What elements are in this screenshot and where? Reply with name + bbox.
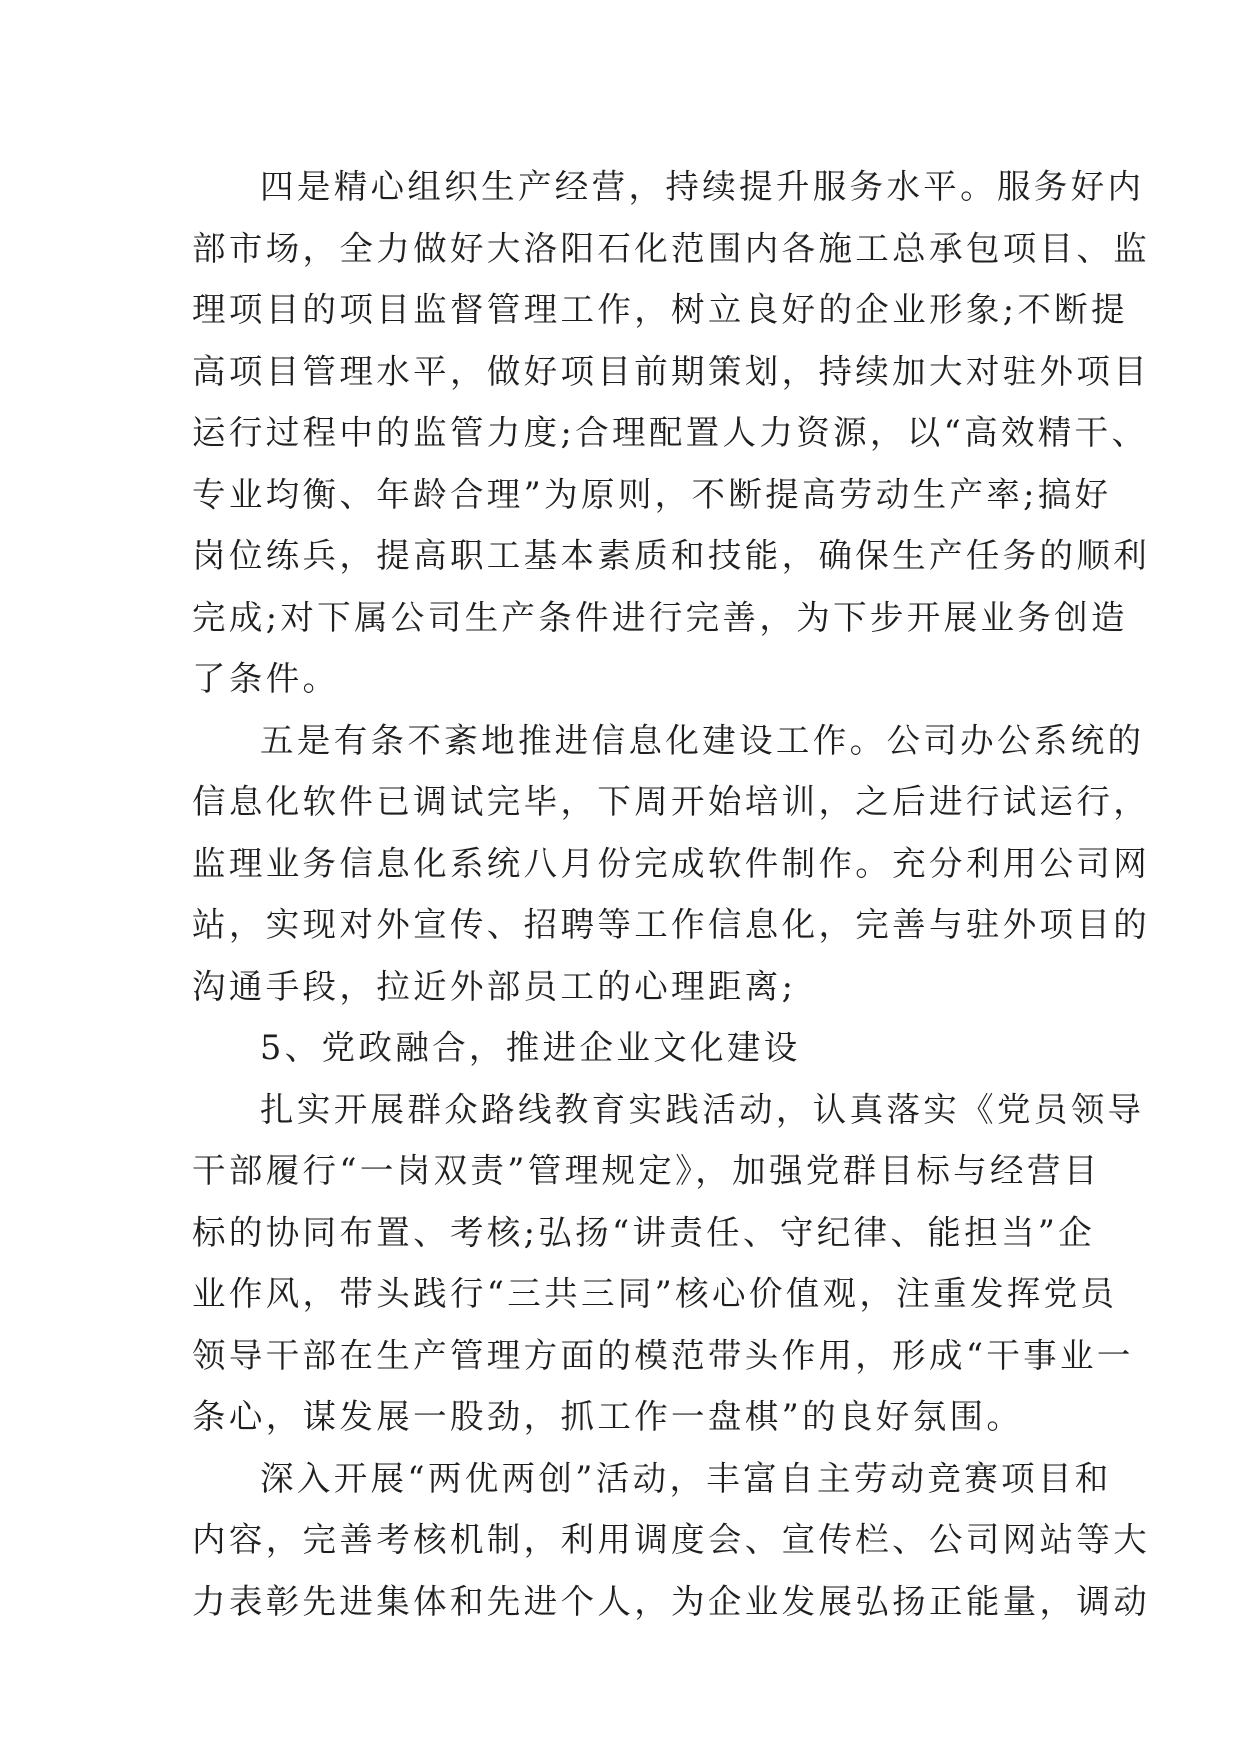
paragraph-4-line-4: 高项目管理水平，做好项目前期策划，持续加大对驻外项目 [192, 351, 1151, 391]
paragraph-7-line-3: 力表彰先进集体和先进个人，为企业发展弘扬正能量，调动 [192, 1581, 1151, 1621]
paragraph-6-line-3: 标的协同布置、考核;弘扬“讲责任、守纪律、能担当”企 [192, 1212, 1096, 1252]
paragraph-4-line-3: 理项目的项目监督管理工作，树立良好的企业形象;不断提 [192, 290, 1128, 329]
paragraph-6-line-4: 业作风，带头践行“三共三同”核心价值观，注重发挥党员 [192, 1274, 1118, 1313]
paragraph-5-line-5: 沟通手段，拉近外部员工的心理距离; [192, 966, 797, 1006]
paragraph-7-line-1: 深入开展“两优两创”活动，丰富自主劳动竞赛项目和 [260, 1458, 1112, 1498]
paragraph-4-line-8: 完成;对下属公司生产条件进行完善，为下步开展业务创造 [192, 597, 1128, 637]
paragraph-6-line-6: 条心，谋发展一股劲，抓工作一盘棋”的良好氛围。 [192, 1397, 1024, 1436]
paragraph-4-line-2: 部市场，全力做好大洛阳石化范围内各施工总承包项目、监 [192, 228, 1151, 268]
paragraph-4-line-1: 四是精心组织生产经营，持续提升服务水平。服务好内 [260, 167, 1145, 206]
paragraph-6-line-5: 领导干部在生产管理方面的模范带头作用，形成“干事业一 [192, 1335, 1134, 1375]
section-heading: 5、党政融合，推进企业文化建设 [260, 1028, 801, 1067]
paragraph-4-line-7: 岗位练兵，提高职工基本素质和技能，确保生产任务的顺利 [192, 536, 1151, 575]
paragraph-6-line-1: 扎实开展群众路线教育实践活动，认真落实《党员领导 [260, 1089, 1145, 1129]
paragraph-5-line-3: 监理业务信息化系统八月份完成软件制作。充分利用公司网 [192, 843, 1151, 883]
paragraph-4-line-6: 专业均衡、年龄合理”为原则，不断提高劳动生产率;搞好 [192, 474, 1112, 514]
paragraph-5-line-2: 信息化软件已调试完毕，下周开始培训，之后进行试运行， [192, 782, 1151, 821]
paragraph-5-line-1: 五是有条不紊地推进信息化建设工作。公司办公系统的 [260, 720, 1145, 760]
paragraph-5-line-4: 站，实现对外宣传、招聘等工作信息化，完善与驻外项目的 [192, 905, 1151, 944]
paragraph-4-line-5: 运行过程中的监管力度;合理配置人力资源，以“高效精干、 [192, 413, 1149, 452]
paragraph-6-line-2: 干部履行“一岗双责”管理规定》，加强党群目标与经营目 [192, 1151, 1101, 1190]
paragraph-4-line-9: 了条件。 [192, 659, 340, 698]
document-body [192, 156, 1151, 1632]
paragraph-7-line-2: 内容，完善考核机制，利用调度会、宣传栏、公司网站等大 [192, 1520, 1151, 1559]
